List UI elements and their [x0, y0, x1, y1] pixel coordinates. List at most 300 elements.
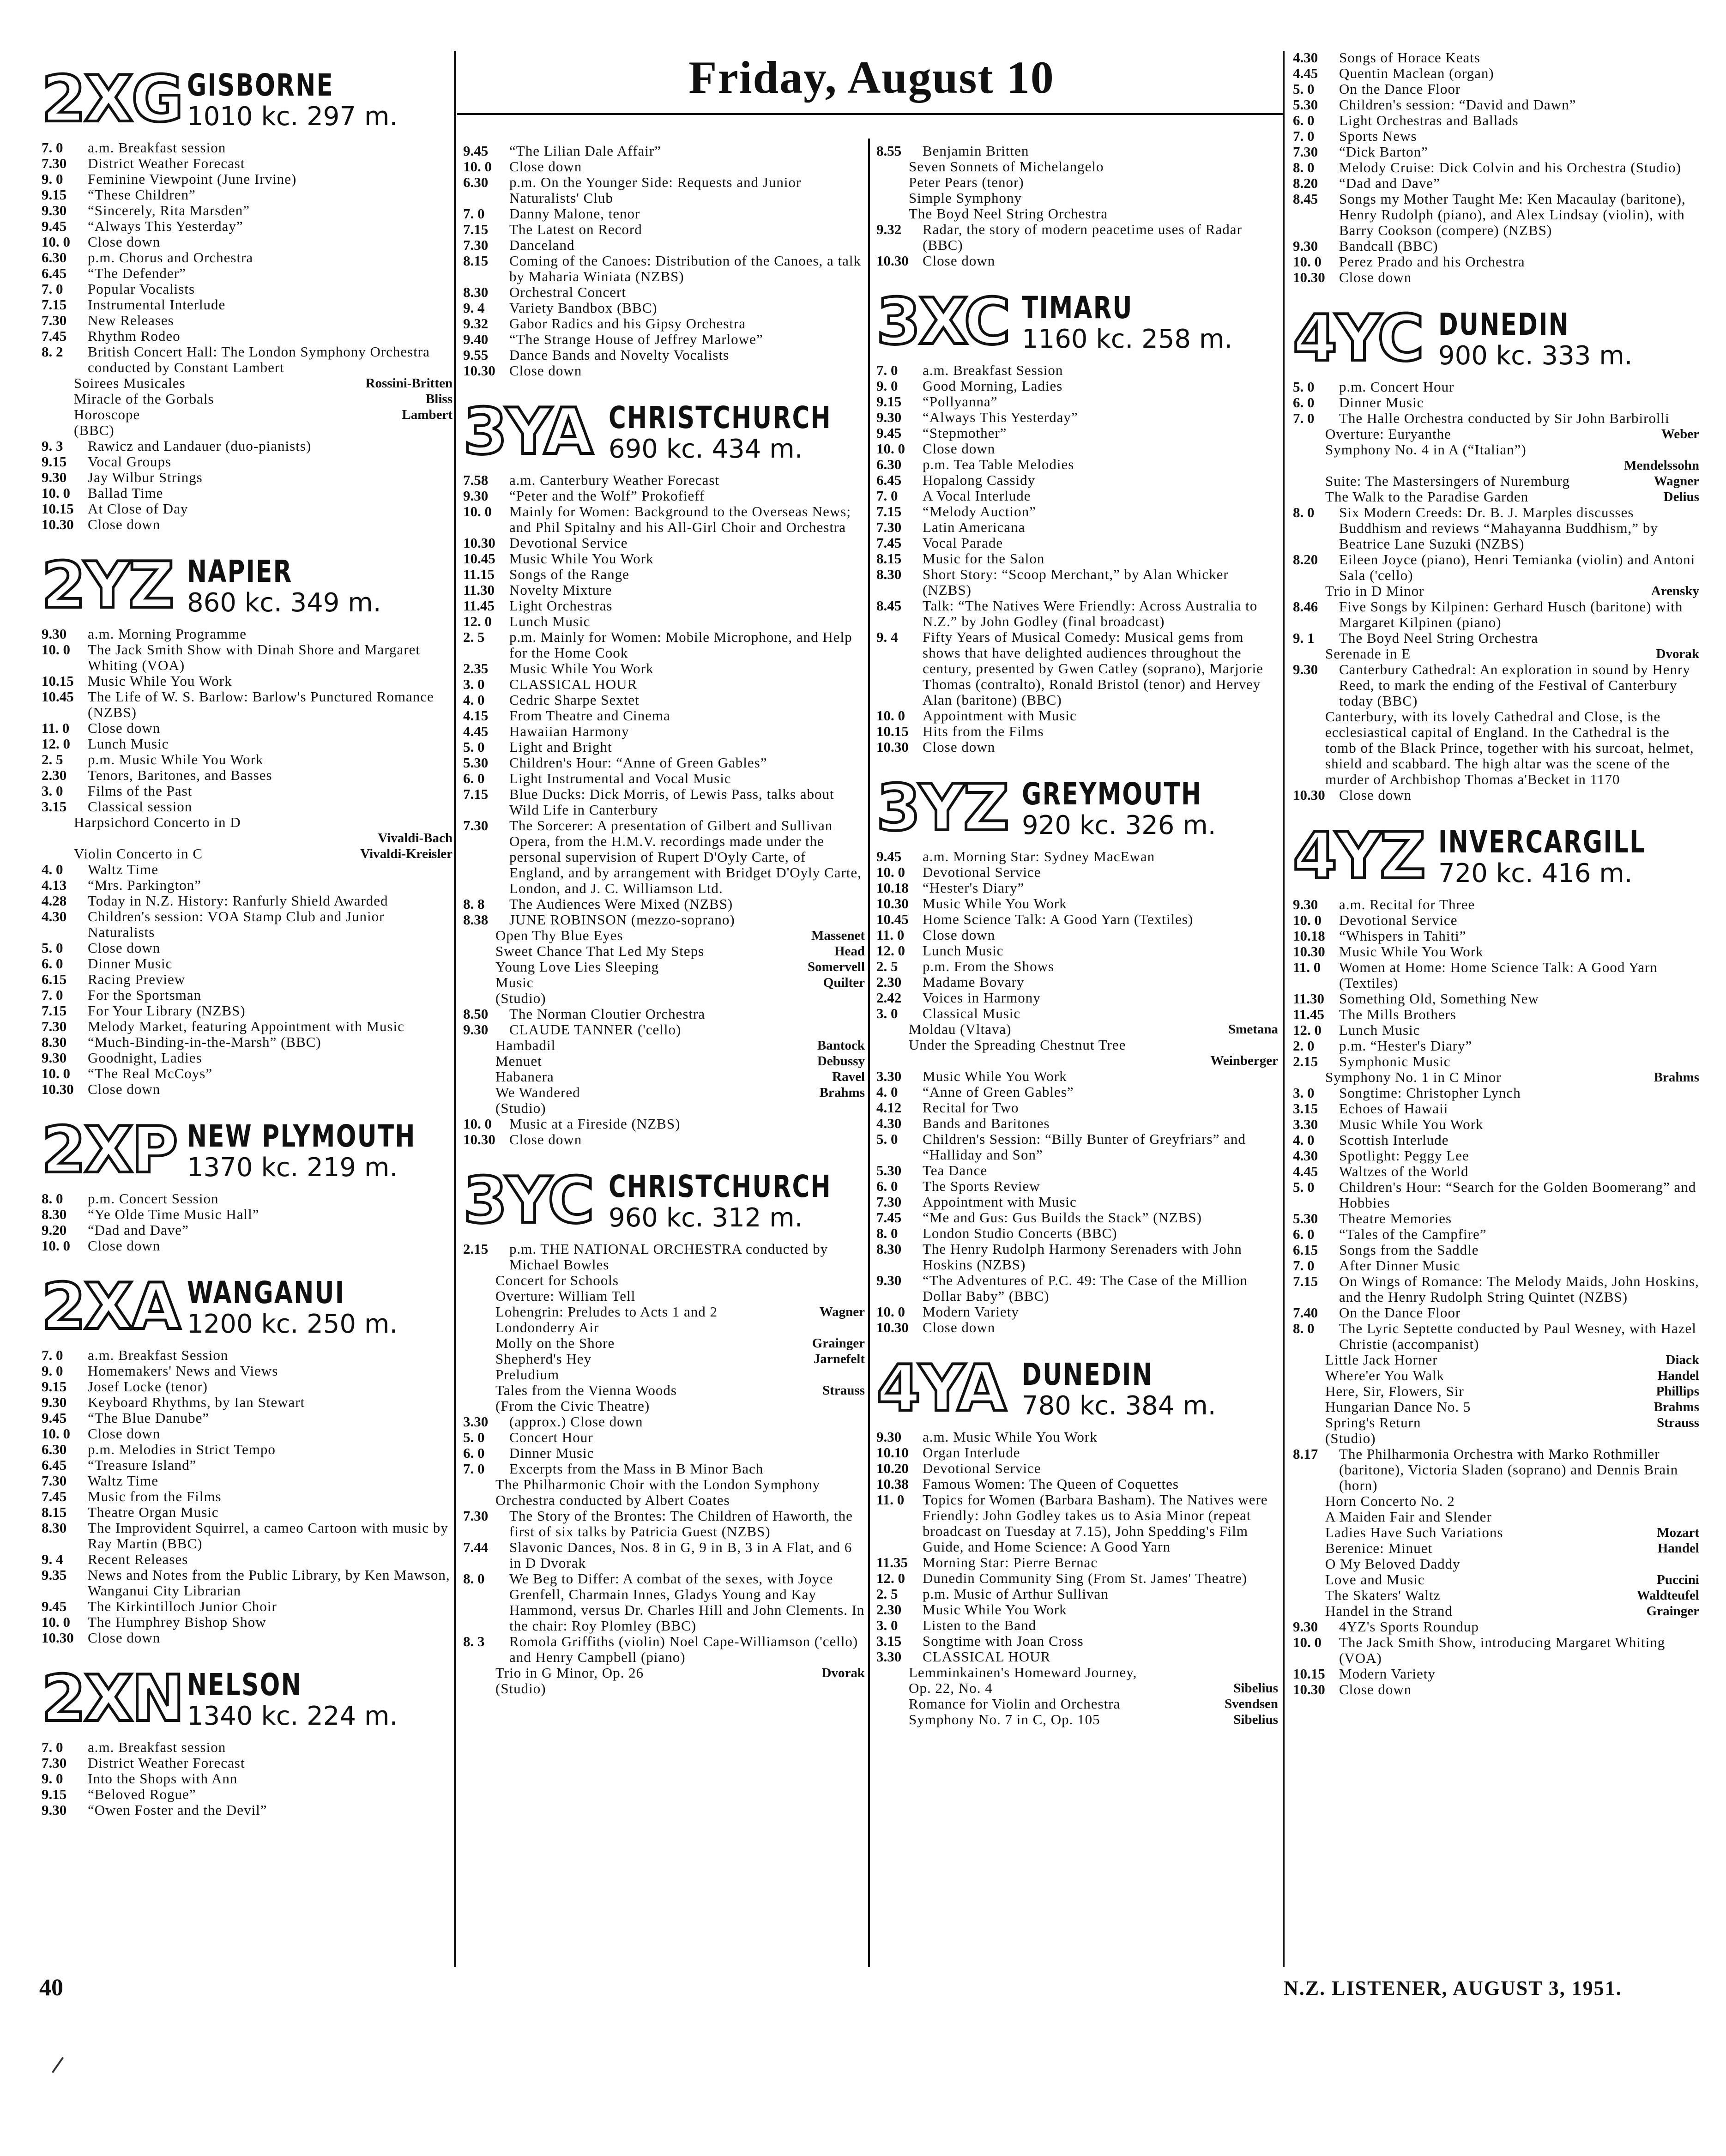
programme-item	[42, 642, 453, 673]
programme-time: 7.45	[876, 535, 902, 551]
programme-title: Vocal Groups	[88, 453, 172, 470]
programme-time: 4. 0	[463, 692, 485, 708]
programme-title: News and Notes from the Public Library, by Ken Mawson, Wanganui City Librarian	[88, 1567, 450, 1599]
programme-title: Light Orchestras and Ballads	[1339, 112, 1519, 128]
programme-title: Women at Home: Home Science Talk: A Good Yarn (Textiles)	[1339, 959, 1658, 991]
programme-time: 3.15	[876, 1633, 902, 1649]
programme-item	[1293, 175, 1699, 191]
programme-title: Organ Interlude	[923, 1444, 1020, 1461]
programme-item	[1293, 128, 1699, 144]
work-composer: Ravel	[832, 1069, 865, 1084]
programme-time: 2. 0	[1293, 1038, 1315, 1054]
programme-item	[876, 253, 1278, 269]
programme-item	[463, 472, 865, 488]
programme-item	[463, 1445, 865, 1461]
programme-item	[42, 454, 453, 470]
programme-title: Devotional Service	[923, 864, 1041, 880]
programme-time: 3. 0	[1293, 1085, 1315, 1101]
station-name: WANGANUI	[187, 1275, 345, 1311]
programme-time: 10. 0	[42, 1425, 70, 1442]
programme-title: Close down	[509, 1131, 582, 1147]
programme-item	[876, 410, 1278, 425]
programme-item	[1293, 662, 1699, 709]
programme-time: 10.30	[876, 1319, 909, 1335]
programme-item	[876, 880, 1278, 896]
programme-item	[876, 535, 1278, 551]
programme-time: 9.15	[42, 1378, 67, 1395]
work-title: Moldau (Vltava)	[909, 1021, 1012, 1037]
station-header	[463, 1160, 865, 1241]
programme-time: 10. 0	[42, 234, 70, 250]
programme-title: Close down	[923, 739, 996, 755]
programme-time: 7.15	[42, 1003, 67, 1019]
programme-detail: The Boyd Neel String Orchestra	[909, 205, 1108, 222]
programme-item	[876, 739, 1278, 755]
programme-title: p.m. THE NATIONAL ORCHESTRA conducted by Michael Bowles	[509, 1241, 828, 1273]
programme-title: Variety Bandbox (BBC)	[509, 300, 658, 316]
programme-title: Films of the Past	[88, 783, 193, 799]
programme-item	[1293, 81, 1699, 97]
station-name: NAPIER	[187, 554, 293, 589]
programme-title: Waltz Time	[88, 1473, 159, 1489]
programme-item	[1293, 1022, 1699, 1038]
work-composer: Jarnefelt	[813, 1352, 865, 1366]
station-schedule	[463, 472, 865, 1147]
programme-title: Recent Releases	[88, 1551, 188, 1567]
programme-item	[463, 629, 865, 661]
programme-title: Perez Prado and his Orchestra	[1339, 254, 1525, 270]
programme-item	[42, 234, 453, 250]
programme-item	[463, 504, 865, 535]
programme-time: 6.15	[42, 971, 67, 987]
work-title: Hungarian Dance No. 5	[1325, 1399, 1471, 1415]
station-frequency: 1160 kc. 258 m.	[1022, 324, 1233, 354]
programme-title: Classical session	[88, 798, 193, 815]
programme-time: 6. 0	[1293, 394, 1315, 411]
programme-time: 10. 0	[42, 1238, 70, 1254]
programme-detail: (Studio)	[495, 1100, 546, 1116]
programme-title: Music While You Work	[923, 1068, 1067, 1084]
programme-title: Lunch Music	[509, 613, 591, 629]
programme-time: 9.35	[42, 1567, 67, 1583]
programme-time: 9.30	[42, 469, 67, 485]
programme-item	[42, 1191, 453, 1207]
work-title: Molly on the Shore	[495, 1335, 615, 1351]
programme-title: CLAUDE TANNER ('cello)	[509, 1021, 682, 1038]
programme-title: Benjamin Britten	[923, 143, 1029, 159]
programme-item	[42, 501, 453, 517]
programme-time: 9.20	[42, 1222, 67, 1238]
programme-time: 8.45	[1293, 191, 1318, 207]
programme-item	[42, 1457, 453, 1473]
programme-item	[876, 1492, 1278, 1555]
music-work	[1293, 1525, 1699, 1540]
programme-time: 7.44	[463, 1539, 489, 1555]
programme-item	[1293, 991, 1699, 1007]
programme-time: 9. 3	[42, 438, 63, 454]
programme-item	[876, 394, 1278, 410]
programme-title: Hopalong Cassidy	[923, 472, 1036, 488]
programme-title: “Hester's Diary”	[923, 880, 1025, 896]
work-composer: Wagner	[1654, 474, 1699, 489]
station-name: DUNEDIN	[1022, 1357, 1153, 1392]
programme-title: “The Defender”	[88, 265, 186, 281]
station-name: DUNEDIN	[1438, 307, 1570, 342]
programme-item	[1293, 1085, 1699, 1101]
programme-time: 5.30	[463, 755, 489, 771]
programme-time: 7.30	[1293, 144, 1318, 160]
programme-item	[42, 1520, 453, 1552]
station-header	[42, 1110, 453, 1191]
station-header	[42, 1659, 453, 1739]
programme-item	[463, 786, 865, 818]
work-title: Sweet Chance That Led My Steps	[495, 943, 705, 959]
programme-time: 9.30	[1293, 1619, 1318, 1635]
programme-title: Children's session: VOA Stamp Club and Junior Naturalists	[88, 908, 385, 940]
programme-item	[463, 818, 865, 896]
programme-item	[463, 739, 865, 755]
music-work	[1293, 583, 1699, 599]
programme-title: Songs of Horace Keats	[1339, 49, 1480, 66]
programme-item	[42, 736, 453, 752]
programme-time: 7. 0	[42, 987, 63, 1003]
programme-time: 11. 0	[876, 1492, 905, 1508]
programme-title: Music While You Work	[1339, 943, 1484, 960]
programme-item	[42, 689, 453, 720]
programme-item	[876, 1429, 1278, 1445]
work-title: Ladies Have Such Variations	[1325, 1524, 1503, 1540]
programme-time: 11. 0	[1293, 959, 1321, 975]
station-frequency: 1200 kc. 250 m.	[187, 1309, 398, 1339]
programme-time: 8. 3	[463, 1633, 485, 1649]
work-title: Preludium	[495, 1366, 560, 1383]
programme-time: 2.42	[876, 990, 902, 1006]
programme-time: 2. 5	[876, 958, 898, 974]
station-frequency: 920 kc. 326 m.	[1022, 810, 1216, 840]
programme-time: 10.30	[1293, 269, 1325, 285]
programme-item	[876, 441, 1278, 457]
programme-title: On the Dance Floor	[1339, 81, 1461, 97]
programme-title: p.m. Concert Hour	[1339, 379, 1454, 395]
programme-title: For Your Library (NZBS)	[88, 1003, 246, 1019]
programme-time: 10. 0	[876, 864, 905, 880]
programme-item	[1293, 505, 1699, 552]
programme-title: Lunch Music	[88, 736, 169, 752]
column-2	[463, 143, 865, 1697]
programme-time: 10.15	[876, 723, 909, 739]
page-title: Friday, August 10	[688, 52, 1055, 103]
station-frequency: 960 kc. 312 m.	[609, 1203, 803, 1233]
programme-time: 8. 0	[1293, 159, 1315, 175]
programme-item	[1293, 160, 1699, 175]
programme-item	[876, 488, 1278, 504]
programme-item	[1293, 1619, 1699, 1635]
music-work	[1293, 426, 1699, 442]
programme-item	[42, 438, 453, 454]
programme-time: 8.45	[876, 598, 902, 614]
programme-item	[42, 626, 453, 642]
programme-title: p.m. Tea Table Melodies	[923, 456, 1074, 472]
programme-title: District Weather Forecast	[88, 1755, 245, 1771]
programme-time: 8. 0	[876, 1225, 898, 1241]
programme-item	[42, 250, 453, 266]
programme-title: Close down	[88, 1081, 161, 1097]
programme-item	[463, 614, 865, 629]
programme-item	[463, 1132, 865, 1147]
programme-title: Something Old, Something New	[1339, 990, 1539, 1007]
programme-time: 9.40	[463, 331, 489, 347]
programme-title: JUNE ROBINSON (mezzo-soprano)	[509, 912, 735, 928]
programme-item	[42, 1552, 453, 1567]
work-composer: Quilter	[823, 975, 865, 990]
programme-item	[876, 1116, 1278, 1131]
programme-title: After Dinner Music	[1339, 1257, 1460, 1274]
music-work	[1293, 1540, 1699, 1556]
work-title: Hambadil	[495, 1037, 556, 1053]
music-work	[463, 1383, 865, 1398]
station-frequency: 1370 kc. 219 m.	[187, 1153, 398, 1183]
programme-item	[463, 896, 865, 912]
programme-item	[876, 708, 1278, 724]
station-header	[876, 1348, 1278, 1429]
programme-title: “Pollyanna”	[923, 393, 998, 410]
programme-time: 11. 0	[42, 720, 70, 736]
programme-title: Close down	[88, 234, 161, 250]
programme-time: 9. 0	[42, 1363, 63, 1379]
work-composer: Handel	[1657, 1541, 1699, 1556]
programme-item	[42, 1207, 453, 1222]
programme-item	[463, 708, 865, 724]
programme-item	[1293, 1446, 1699, 1493]
programme-time: 6.15	[1293, 1242, 1318, 1258]
station-header	[42, 59, 453, 140]
programme-time: 10. 0	[1293, 1634, 1322, 1650]
programme-item	[42, 1363, 453, 1379]
programme-time: 8.30	[876, 566, 902, 582]
programme-time: 8.55	[876, 143, 902, 159]
programme-title: Music from the Films	[88, 1488, 222, 1504]
programme-item	[876, 1226, 1278, 1241]
station-callsign: 2YZ	[42, 548, 173, 622]
programme-title: New Releases	[88, 312, 174, 328]
work-composer: Grainger	[812, 1336, 865, 1351]
work-title: Londonderry Air	[495, 1319, 599, 1335]
programme-detail: Peter Pears (tenor)	[909, 174, 1024, 190]
work-title: The Skaters' Waltz	[1325, 1587, 1441, 1603]
programme-item	[876, 724, 1278, 739]
station-schedule	[1293, 379, 1699, 803]
work-title: Horoscope	[74, 406, 140, 423]
programme-time: 6.30	[42, 249, 67, 266]
programme-title: The Latest on Record	[509, 221, 642, 237]
music-work	[42, 407, 453, 423]
programme-item	[42, 1755, 453, 1771]
programme-item	[463, 535, 865, 551]
programme-time: 8.20	[1293, 175, 1318, 191]
programme-item	[876, 1445, 1278, 1461]
work-composer: Phillips	[1656, 1384, 1699, 1399]
programme-time: 10. 0	[1293, 254, 1322, 270]
station-header	[42, 545, 453, 626]
programme-time: 6. 0	[1293, 1226, 1315, 1242]
programme-item	[1293, 1635, 1699, 1666]
programme-time: 9. 0	[876, 378, 898, 394]
programme-item	[42, 1426, 453, 1442]
programme-time: 7.15	[463, 786, 489, 802]
programme-item	[42, 328, 453, 344]
programme-title: a.m. Recital for Three	[1339, 896, 1475, 912]
programme-time: 9.30	[42, 1802, 67, 1818]
programme-time: 9.30	[463, 1021, 489, 1038]
programme-item	[463, 724, 865, 739]
programme-title: Eileen Joyce (piano), Henri Temianka (violin) and Antoni Sala ('cello)	[1339, 551, 1696, 583]
programme-item	[1293, 1305, 1699, 1321]
programme-item	[463, 1116, 865, 1132]
programme-title: Jay Wilbur Strings	[88, 469, 203, 485]
station-schedule	[42, 140, 453, 532]
column-rule-3	[1283, 51, 1285, 1967]
programme-title: “Stepmother”	[923, 425, 1007, 441]
programme-time: 9. 0	[42, 171, 63, 187]
programme-time: 2.30	[876, 974, 902, 990]
programme-time: 4.45	[1293, 65, 1318, 81]
work-title: Symphony No. 7 in C, Op. 105	[909, 1711, 1100, 1727]
music-work	[463, 1320, 865, 1335]
work-composer: Strauss	[822, 1383, 865, 1398]
programme-title: Into the Shops with Ann	[88, 1770, 238, 1787]
programme-title: Good Morning, Ladies	[923, 378, 1063, 394]
programme-item	[42, 1473, 453, 1489]
programme-time: 6.30	[876, 456, 902, 472]
work-title: Serenade in E	[1325, 646, 1411, 662]
programme-time: 5. 0	[1293, 81, 1315, 97]
programme-item	[1293, 1226, 1699, 1242]
work-composer: Waldteufel	[1636, 1588, 1699, 1603]
programme-title: a.m. Morning Star: Sydney MacEwan	[923, 848, 1155, 864]
programme-time: 12. 0	[876, 1570, 905, 1586]
programme-title: Classical Music	[923, 1005, 1021, 1021]
programme-time: 12. 0	[876, 942, 905, 959]
programme-item	[1293, 1258, 1699, 1274]
programme-time: 10. 0	[1293, 912, 1322, 928]
programme-item	[876, 1131, 1278, 1163]
programme-time: 7. 0	[42, 139, 63, 156]
programme-time: 7.30	[876, 1194, 902, 1210]
work-composer: Sibelius	[1233, 1681, 1278, 1696]
programme-item	[876, 1649, 1278, 1665]
programme-item	[1293, 1117, 1699, 1132]
work-title: Trio in G Minor, Op. 26	[495, 1665, 644, 1681]
programme-item	[463, 567, 865, 582]
programme-time: 10. 0	[42, 1614, 70, 1630]
programme-title: Homemakers' News and Views	[88, 1363, 278, 1379]
programme-time: 8.15	[42, 1504, 67, 1520]
programme-title: Madame Bovary	[923, 974, 1025, 990]
programme-item	[42, 1395, 453, 1410]
programme-time: 10.45	[876, 911, 909, 927]
programme-time: 7.30	[42, 155, 67, 171]
station-header	[876, 282, 1278, 362]
programme-time: 9. 0	[42, 1770, 63, 1787]
programme-detail: (Studio)	[495, 990, 546, 1006]
work-title: Soirees Musicales	[74, 375, 186, 391]
programme-title: Bandcall (BBC)	[1339, 238, 1438, 254]
work-title: Music	[495, 974, 534, 990]
programme-title: Mainly for Women: Background to the Overseas News; and Phil Spitalny and his All-Girl Choir and Orchestra	[509, 503, 851, 535]
work-composer: Smetana	[1228, 1022, 1278, 1037]
programme-title: Today in N.Z. History: Ranfurly Shield Awarded	[88, 893, 388, 909]
programme-time: 9.30	[876, 1272, 902, 1288]
work-composer: Wagner	[819, 1304, 865, 1319]
programme-title: Close down	[923, 441, 996, 457]
programme-time: 12. 0	[42, 736, 70, 752]
programme-title: District Weather Forecast	[88, 155, 245, 171]
work-composer: Puccini	[1657, 1572, 1699, 1587]
programme-title: Racing Preview	[88, 971, 186, 987]
programme-title: On the Dance Floor	[1339, 1304, 1461, 1321]
programme-item	[876, 1461, 1278, 1476]
programme-time: 6. 0	[463, 770, 485, 786]
programme-title: The Henry Rudolph Harmony Serenaders with John Hoskins (NZBS)	[923, 1241, 1242, 1273]
programme-time: 7. 0	[42, 1347, 63, 1363]
programme-title: Devotional Service	[509, 535, 628, 551]
programme-time: 10.30	[1293, 943, 1325, 960]
programme-time: 7.45	[42, 1488, 67, 1504]
programme-title: p.m. Chorus and Orchestra	[88, 249, 253, 266]
programme-time: 9.30	[463, 488, 489, 504]
programme-title: Music While You Work	[509, 550, 654, 567]
programme-item	[42, 1489, 453, 1504]
programme-title: Ballad Time	[88, 485, 163, 501]
music-work	[1293, 458, 1699, 473]
programme-item	[42, 1630, 453, 1646]
work-title: Harpsichord Concerto in D	[74, 814, 241, 830]
programme-item	[1293, 1211, 1699, 1226]
programme-item	[463, 316, 865, 332]
programme-item	[463, 771, 865, 786]
programme-title: The Story of the Brontes: The Children of Haworth, the first of six talks by Patricia Guest (NZBS)	[509, 1508, 853, 1540]
programme-title: Close down	[509, 362, 582, 379]
music-work	[1293, 1572, 1699, 1588]
programme-time: 12. 0	[463, 613, 492, 629]
programme-title: London Studio Concerts (BBC)	[923, 1225, 1117, 1241]
work-composer: Brahms	[1654, 1070, 1699, 1085]
programme-time: 9.55	[463, 347, 489, 363]
work-title: Menuet	[495, 1053, 542, 1069]
programme-title: “The Strange House of Jeffrey Marlowe”	[509, 331, 763, 347]
programme-time: 10.30	[42, 1630, 74, 1646]
programme-item	[42, 720, 453, 736]
programme-title: The Lyric Septette conducted by Paul Wesney, with Hazel Christie (accompanist)	[1339, 1320, 1696, 1352]
programme-title: “Ye Olde Time Music Hall”	[88, 1206, 260, 1222]
footer-issue: N.Z. LISTENER, AUGUST 3, 1951.	[1284, 1977, 1622, 1999]
programme-item	[463, 692, 865, 708]
programme-title: Hawaiian Harmony	[509, 723, 629, 739]
programme-title: Excerpts from the Mass in B Minor Bach	[509, 1461, 764, 1477]
music-work	[1293, 489, 1699, 505]
programme-time: 7.30	[463, 817, 489, 833]
programme-item	[463, 206, 865, 222]
programme-item	[463, 1006, 865, 1022]
work-title: Under the Spreading Chestnut Tree	[909, 1037, 1126, 1053]
programme-time: 9.45	[876, 848, 902, 864]
station-name: GREYMOUTH	[1022, 776, 1202, 812]
programme-time: 8.38	[463, 912, 489, 928]
programme-item	[876, 551, 1278, 567]
programme-time: 4.12	[876, 1099, 902, 1116]
programme-title: Echoes of Hawaii	[1339, 1100, 1448, 1117]
work-composer: Vivaldi-Kreisler	[360, 846, 453, 861]
